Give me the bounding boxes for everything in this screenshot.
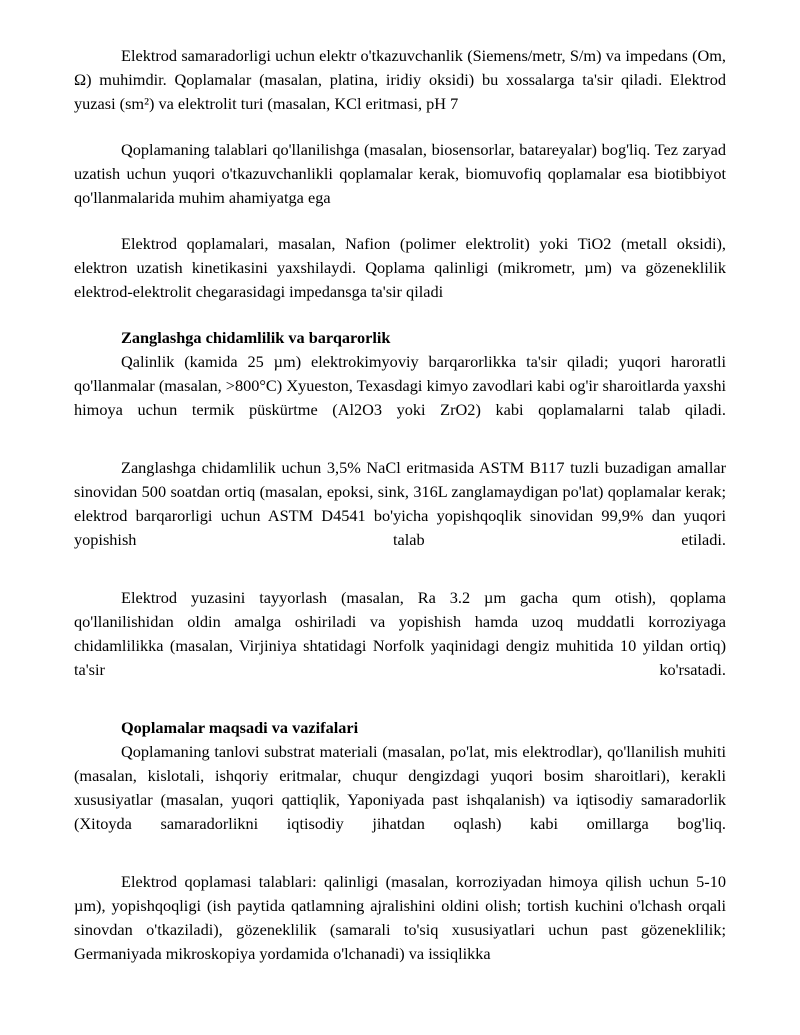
- paragraph-electrode-requirements: Elektrod qoplamasi talablari: qalinligi (masalan, korroziyadan himoya qilish uchun 5-10 µm), yopishqoqligi (ish paytida qatlamning ajralishini oldini olish; tortish kuchini o'lchash orqali sinovdan o'tkaziladi), gözeneklilik (samarali to'siq xususiyatlari uchun past gözeneklilik; Germaniyada mikroskopiya yordamida o'lchanadi) va issiqlikka: [74, 872, 726, 963]
- paragraph-thickness: Qalinlik (kamida 25 µm) elektrokimyoviy barqarorlikka ta'sir qiladi; yuqori haroratli qo'llanmalar (masalan, >800°C) Xyueston, Texasdagi kimyo zavodlari kabi og'ir sharoitlarda yaxshi himoya uchun termik püskürtme (Al2O3 yoki ZrO2) kabi qoplamalarni talab qiladi.: [74, 352, 726, 419]
- paragraph-corrosion-resistance: Zanglashga chidamlilik uchun 3,5% NaCl eritmasida ASTM B117 tuzli buzadigan amallar sinovidan 500 soatdan ortiq (masalan, epoksi, sink, 316L zanglamaydigan po'lat) qoplamalar kerak; elektrod barqarorligi uchun ASTM D4541 bo'yicha yopishqoqlik sinovidan 99,9% dan yuqori yopishish talab etiladi.: [74, 458, 726, 549]
- paragraph-surface-preparation: Elektrod yuzasini tayyorlash (masalan, Ra 3.2 µm gacha qum otish), qoplama qo'llanilishidan oldin amalga oshiriladi va yopishish hamda uzoq muddatli korroziyaga chidamlilikka (masalan, Virjiniya shtatidagi Norfolk yaqinidagi dengiz muhitida 10 yildan ortiq) ta'sir ko'rsatadi.: [74, 588, 726, 679]
- paragraph-conductivity: Elektrod samaradorligi uchun elektr o'tkazuvchanlik (Siemens/metr, S/m) va impedans (Om, Ω) muhimdir. Qoplamalar (masalan, platina, iridiy oksidi) bu xossalarga ta'sir qiladi. Elektrod yuzasi (sm²) va elektrolit turi (masalan, KCl eritmasi, pH 7: [74, 46, 726, 113]
- document-page: [74, 44, 726, 966]
- paragraph-coating-selection: Qoplamaning tanlovi substrat materiali (masalan, po'lat, mis elektrodlar), qo'llanilish muhiti (masalan, kislotali, ishqoriy eritmalar, chuqur dengizdagi yuqori bosim sharoitlari), kerakli xususiyatlar (masalan, yuqori qattiqlik, Yaponiyada past ishqalanish) va iqtisodiy samaradorlik (Xitoyda samaradorlikni iqtisodiy jihatdan oqlash) kabi omillarga bog'liq.: [74, 742, 726, 833]
- paragraph-electrode-coatings: Elektrod qoplamalari, masalan, Nafion (polimer elektrolit) yoki TiO2 (metall oksidi), elektron uzatish kinetikasini yaxshilaydi. Qoplama qalinligi (mikrometr, µm) va gözeneklilik elektrod-elektrolit chegarasidagi impedansga ta'sir qiladi: [74, 234, 726, 301]
- paragraph-coating-requirements: Qoplamaning talablari qo'llanilishga (masalan, biosensorlar, batareyalar) bog'liq. Tez zaryad uzatish uchun yuqori o'tkazuvchanlikli qoplamalar kerak, biomuvofiq qoplamalar esa biotibbiyot qo'llanmalarida muhim ahamiyatga ega: [74, 140, 726, 207]
- section-heading-purpose: Qoplamalar maqsadi va vazifalari: [121, 718, 359, 737]
- section-heading-corrosion: Zanglashga chidamlilik va barqarorlik: [121, 328, 391, 347]
